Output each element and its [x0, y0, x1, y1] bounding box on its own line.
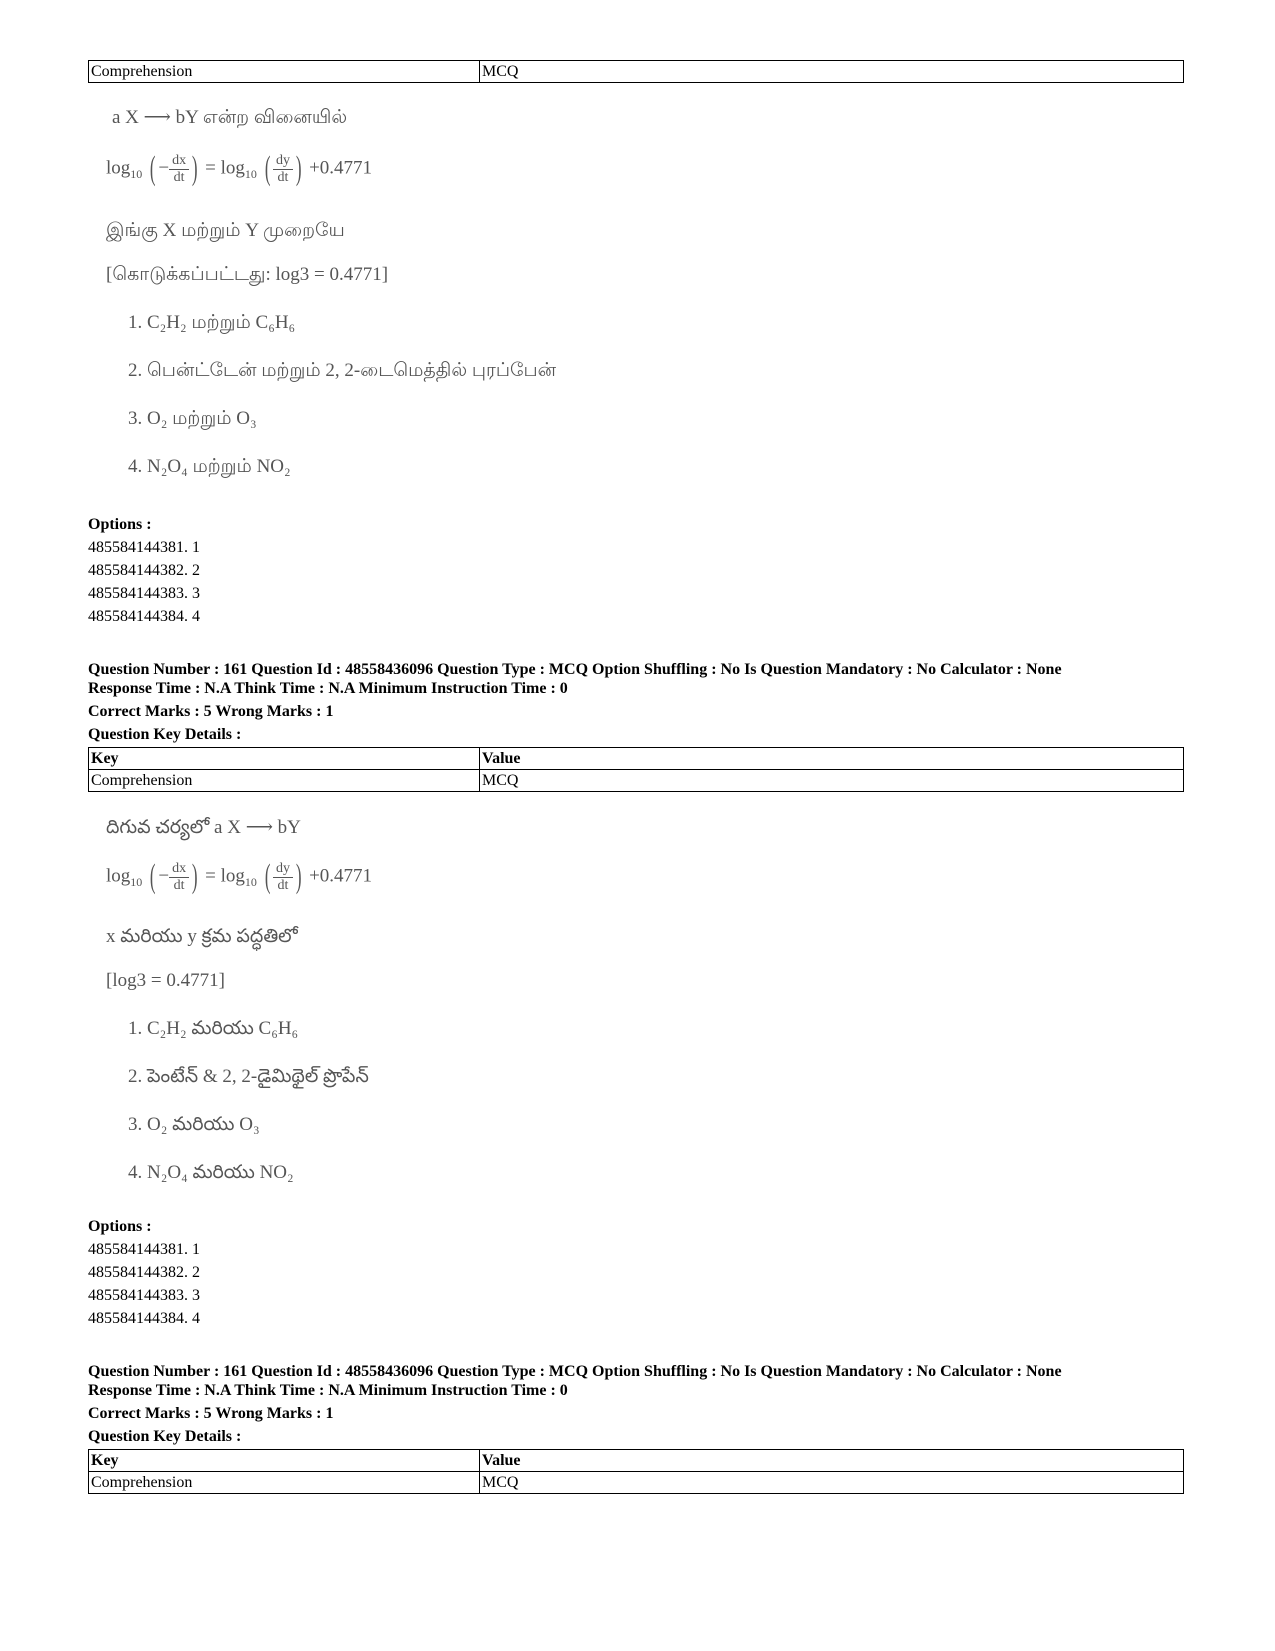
answer-choice: 1. C₂H₂ మరియు C₆H₆	[128, 1018, 299, 1039]
table-header-key: Key	[89, 748, 480, 770]
log-equation: $\log_{10}$ ( − $\frac{dx}{dt}$ ) = $\log_{10}$ ( $\frac{dy}{dt}$ ) +0.4771	[106, 858, 373, 895]
table-cell-key: Comprehension	[89, 770, 480, 792]
question-key-details-label: Question Key Details :	[88, 1428, 242, 1445]
answer-choice: 4. N₂O₄ మరియు NO₂	[128, 1162, 294, 1183]
question-header-line: Question Number : 161 Question Id : 48558436096 Question Type : MCQ Option Shuffling : No Is Question Mandatory : No Calculator : None	[88, 1363, 1062, 1380]
question-key-details-label: Question Key Details :	[88, 726, 242, 743]
option-item: 485584144384. 4	[88, 608, 200, 625]
option-item: 485584144381. 1	[88, 1241, 200, 1258]
question-key-table	[88, 747, 1184, 792]
table-cell-value: MCQ	[480, 1472, 1184, 1494]
question-text-line: [கொடுக்கப்பட்டது: log3 = 0.4771]	[106, 264, 389, 285]
question-text-line: దిగువ చర్యలో a X ⟶ bY	[106, 817, 301, 838]
options-label: Options :	[88, 1218, 152, 1235]
table-row	[89, 1472, 1184, 1494]
table-row	[89, 770, 1184, 792]
answer-choice: 3. O₂ మరియు O₃	[128, 1114, 260, 1135]
question-marks: Correct Marks : 5 Wrong Marks : 1	[88, 703, 334, 720]
table-header-key: Key	[89, 1450, 480, 1472]
table-cell-value: MCQ	[480, 770, 1184, 792]
question-header-line: Response Time : N.A Think Time : N.A Minimum Instruction Time : 0	[88, 1382, 568, 1399]
question-text-line: x మరియు y క్రమ పద్ధతిలో	[106, 926, 298, 947]
question-text-line: a X ⟶ bY என்ற வினையில்	[112, 107, 348, 128]
table-header-row	[89, 1450, 1184, 1472]
fraction-dx-dt: $\frac{dx}{dt}$	[169, 153, 189, 186]
table-header-row	[89, 748, 1184, 770]
option-item: 485584144384. 4	[88, 1310, 200, 1327]
fraction-dy-dt: $\frac{dy}{dt}$	[273, 153, 293, 186]
answer-choice: 3. O₂ மற்றும் O₃	[128, 408, 257, 429]
table-header-value: Value	[480, 1450, 1184, 1472]
question-text-line: இங்கு X மற்றும் Y முறையே	[106, 220, 345, 241]
table-header-value: Value	[480, 748, 1184, 770]
log-equation: $\log_{10}$ ( − $\frac{dx}{dt}$ ) = $\log_{10}$ ( $\frac{dy}{dt}$ ) +0.4771	[106, 150, 373, 187]
question-text-line: [log3 = 0.4771]	[106, 970, 225, 991]
log-label: log	[106, 157, 131, 179]
top-key-table	[88, 60, 1184, 83]
fraction-dx-dt: $\frac{dx}{dt}$	[169, 861, 189, 894]
table-row	[89, 61, 1184, 83]
answer-choice: 2. పెంటేన్ & 2, 2-డైమిథైల్ ప్రొపేన్	[128, 1066, 369, 1087]
answer-choice: 4. N₂O₄ மற்றும் NO₂	[128, 456, 291, 477]
question-marks: Correct Marks : 5 Wrong Marks : 1	[88, 1405, 334, 1422]
option-item: 485584144382. 2	[88, 562, 200, 579]
table-cell-key: Comprehension	[89, 1472, 480, 1494]
log-base: 10	[130, 167, 143, 182]
question-header-line: Question Number : 161 Question Id : 48558436096 Question Type : MCQ Option Shuffling : No Is Question Mandatory : No Calculator : None	[88, 661, 1062, 678]
option-item: 485584144382. 2	[88, 1264, 200, 1281]
table-cell-value: MCQ	[480, 61, 1184, 83]
option-item: 485584144383. 3	[88, 585, 200, 602]
option-item: 485584144381. 1	[88, 539, 200, 556]
question-header-line: Response Time : N.A Think Time : N.A Minimum Instruction Time : 0	[88, 680, 568, 697]
fraction-dy-dt: $\frac{dy}{dt}$	[273, 861, 293, 894]
options-label: Options :	[88, 516, 152, 533]
answer-choice: 1. C₂H₂ மற்றும் C₆H₆	[128, 312, 296, 333]
answer-choice: 2. பென்ட்டேன் மற்றும் 2, 2-டைமெத்தில் புரப்பேன்	[128, 360, 557, 381]
option-item: 485584144383. 3	[88, 1287, 200, 1304]
question-key-table	[88, 1449, 1184, 1494]
table-cell-key: Comprehension	[89, 61, 480, 83]
